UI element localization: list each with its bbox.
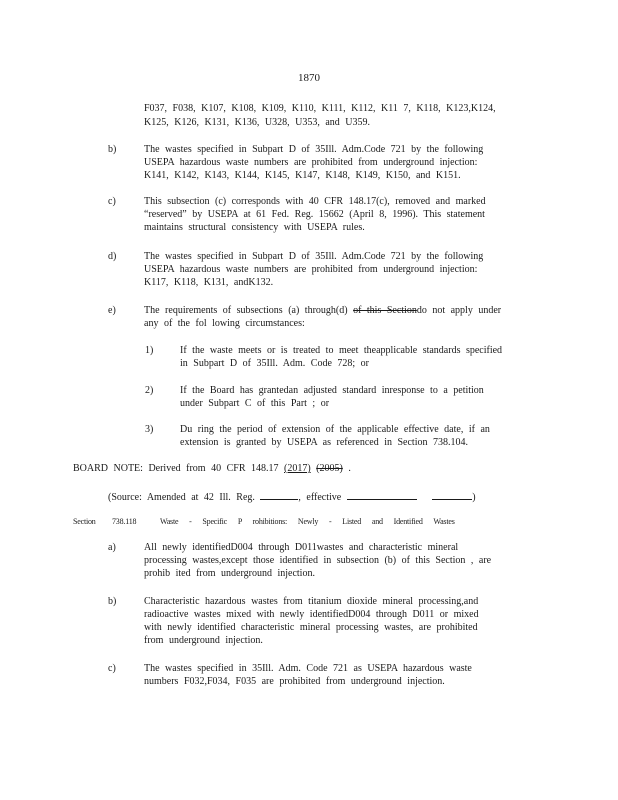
sub-item-label: 2) bbox=[145, 385, 154, 396]
source-close: ) bbox=[472, 492, 476, 503]
item-e-text-post: do not apply under bbox=[416, 305, 502, 316]
underlined-text: (2017) bbox=[284, 463, 311, 474]
board-note-text: BOARD NOTE: Derived from 40 CFR 148.17 bbox=[73, 463, 279, 474]
item-text-line: USEPA hazardous waste numbers are prohibited from underground injection: bbox=[144, 264, 478, 275]
item-label: c) bbox=[108, 663, 116, 674]
sub-item-label: 3) bbox=[145, 424, 154, 435]
blank-line bbox=[260, 489, 298, 500]
struck-text: (2005) bbox=[316, 463, 343, 474]
item-text-line: K117, K118, K131, andK132. bbox=[144, 277, 274, 288]
source-note bbox=[108, 489, 476, 504]
item-label: d) bbox=[108, 251, 117, 262]
item-label: b) bbox=[108, 596, 117, 607]
sub-item-label: 1) bbox=[145, 345, 154, 356]
source-effective: , effective bbox=[298, 492, 342, 503]
sub-item-text-line: extension is granted by USEPA as referenced in Section 738.104. bbox=[180, 437, 468, 448]
item-text-line: Characteristic hazardous wastes from titanium dioxide mineral processing,and bbox=[144, 596, 479, 607]
item-text-line: The wastes specified in Subpart D of 35Ill. Adm.Code 721 by the following bbox=[144, 251, 484, 262]
item-text-line: with newly identified characteristic mineral processing wastes, are prohibited bbox=[144, 622, 478, 633]
item-label: a) bbox=[108, 542, 116, 553]
sub-item-text-line: If the Board has grantedan adjusted standard inresponse to a petition bbox=[180, 385, 484, 396]
item-text-line: numbers F032,F034, F035 are prohibited from underground injection. bbox=[144, 676, 445, 687]
sub-item-text-line: in Subpart D of 35Ill. Adm. Code 728; or bbox=[180, 358, 369, 369]
item-text-line: K141, K142, K143, K144, K145, K147, K148, K149, K150, and K151. bbox=[144, 170, 461, 181]
item-label: b) bbox=[108, 144, 117, 155]
board-note bbox=[73, 462, 351, 475]
intro-line-1: F037, F038, K107, K108, K109, K110, K111, K112, K11 7, K118, K123,K124, bbox=[144, 103, 496, 114]
item-label: c) bbox=[108, 196, 116, 207]
source-text: (Source: Amended at 42 Ill. Reg. bbox=[108, 492, 255, 503]
item-text-line: from underground injection. bbox=[144, 635, 263, 646]
page-number: 1870 bbox=[298, 72, 320, 84]
item-text-line: radioactive wastes mixed with newly identifiedD004 through D011 or mixed bbox=[144, 609, 479, 620]
struck-text: of this Section bbox=[353, 305, 417, 316]
section-word: Section bbox=[73, 517, 96, 526]
intro-line-2: K125, K126, K131, K136, U328, U353, and U359. bbox=[144, 117, 370, 128]
sub-item-text-line: under Subpart C of this Part ; or bbox=[180, 398, 330, 409]
item-text-line: This subsection (c) corresponds with 40 CFR 148.17(c), removed and marked bbox=[144, 196, 486, 207]
item-text-line: any of the fol lowing circumstances: bbox=[144, 318, 305, 329]
board-note-period: . bbox=[348, 463, 351, 474]
item-text-line: maintains structural consistency with USEPA rules. bbox=[144, 222, 365, 233]
item-text-line: “reserved” by USEPA at 61 Fed. Reg. 15662 (April 8, 1996). This statement bbox=[144, 209, 485, 220]
item-text-line: All newly identifiedD004 through D011wastes and characteristic mineral bbox=[144, 542, 459, 553]
item-e-text-pre: The requirements of subsections (a) through(d) bbox=[144, 305, 348, 316]
item-label: e) bbox=[108, 305, 116, 316]
item-text-line: prohib ited from underground injection. bbox=[144, 568, 315, 579]
sub-item-text-line: If the waste meets or is treated to meet theapplicable standards specified bbox=[180, 345, 503, 356]
item-text-line: processing wastes,except those identified in subsection (b) of this Section , are bbox=[144, 555, 492, 566]
blank-line bbox=[347, 489, 417, 500]
blank-line bbox=[432, 489, 472, 500]
section-number: 738.118 bbox=[112, 517, 137, 526]
item-text-line bbox=[144, 304, 536, 317]
section-title: Waste - Specific P rohibitions: Newly - Listed and Identified Wastes bbox=[160, 517, 455, 526]
item-text-line: USEPA hazardous waste numbers are prohibited from underground injection: bbox=[144, 157, 478, 168]
item-text-line: The wastes specified in Subpart D of 35Ill. Adm.Code 721 by the following bbox=[144, 144, 484, 155]
item-text-line: The wastes specified in 35Ill. Adm. Code 721 as USEPA hazardous waste bbox=[144, 663, 472, 674]
sub-item-text-line: Du ring the period of extension of the applicable effective date, if an bbox=[180, 424, 490, 435]
